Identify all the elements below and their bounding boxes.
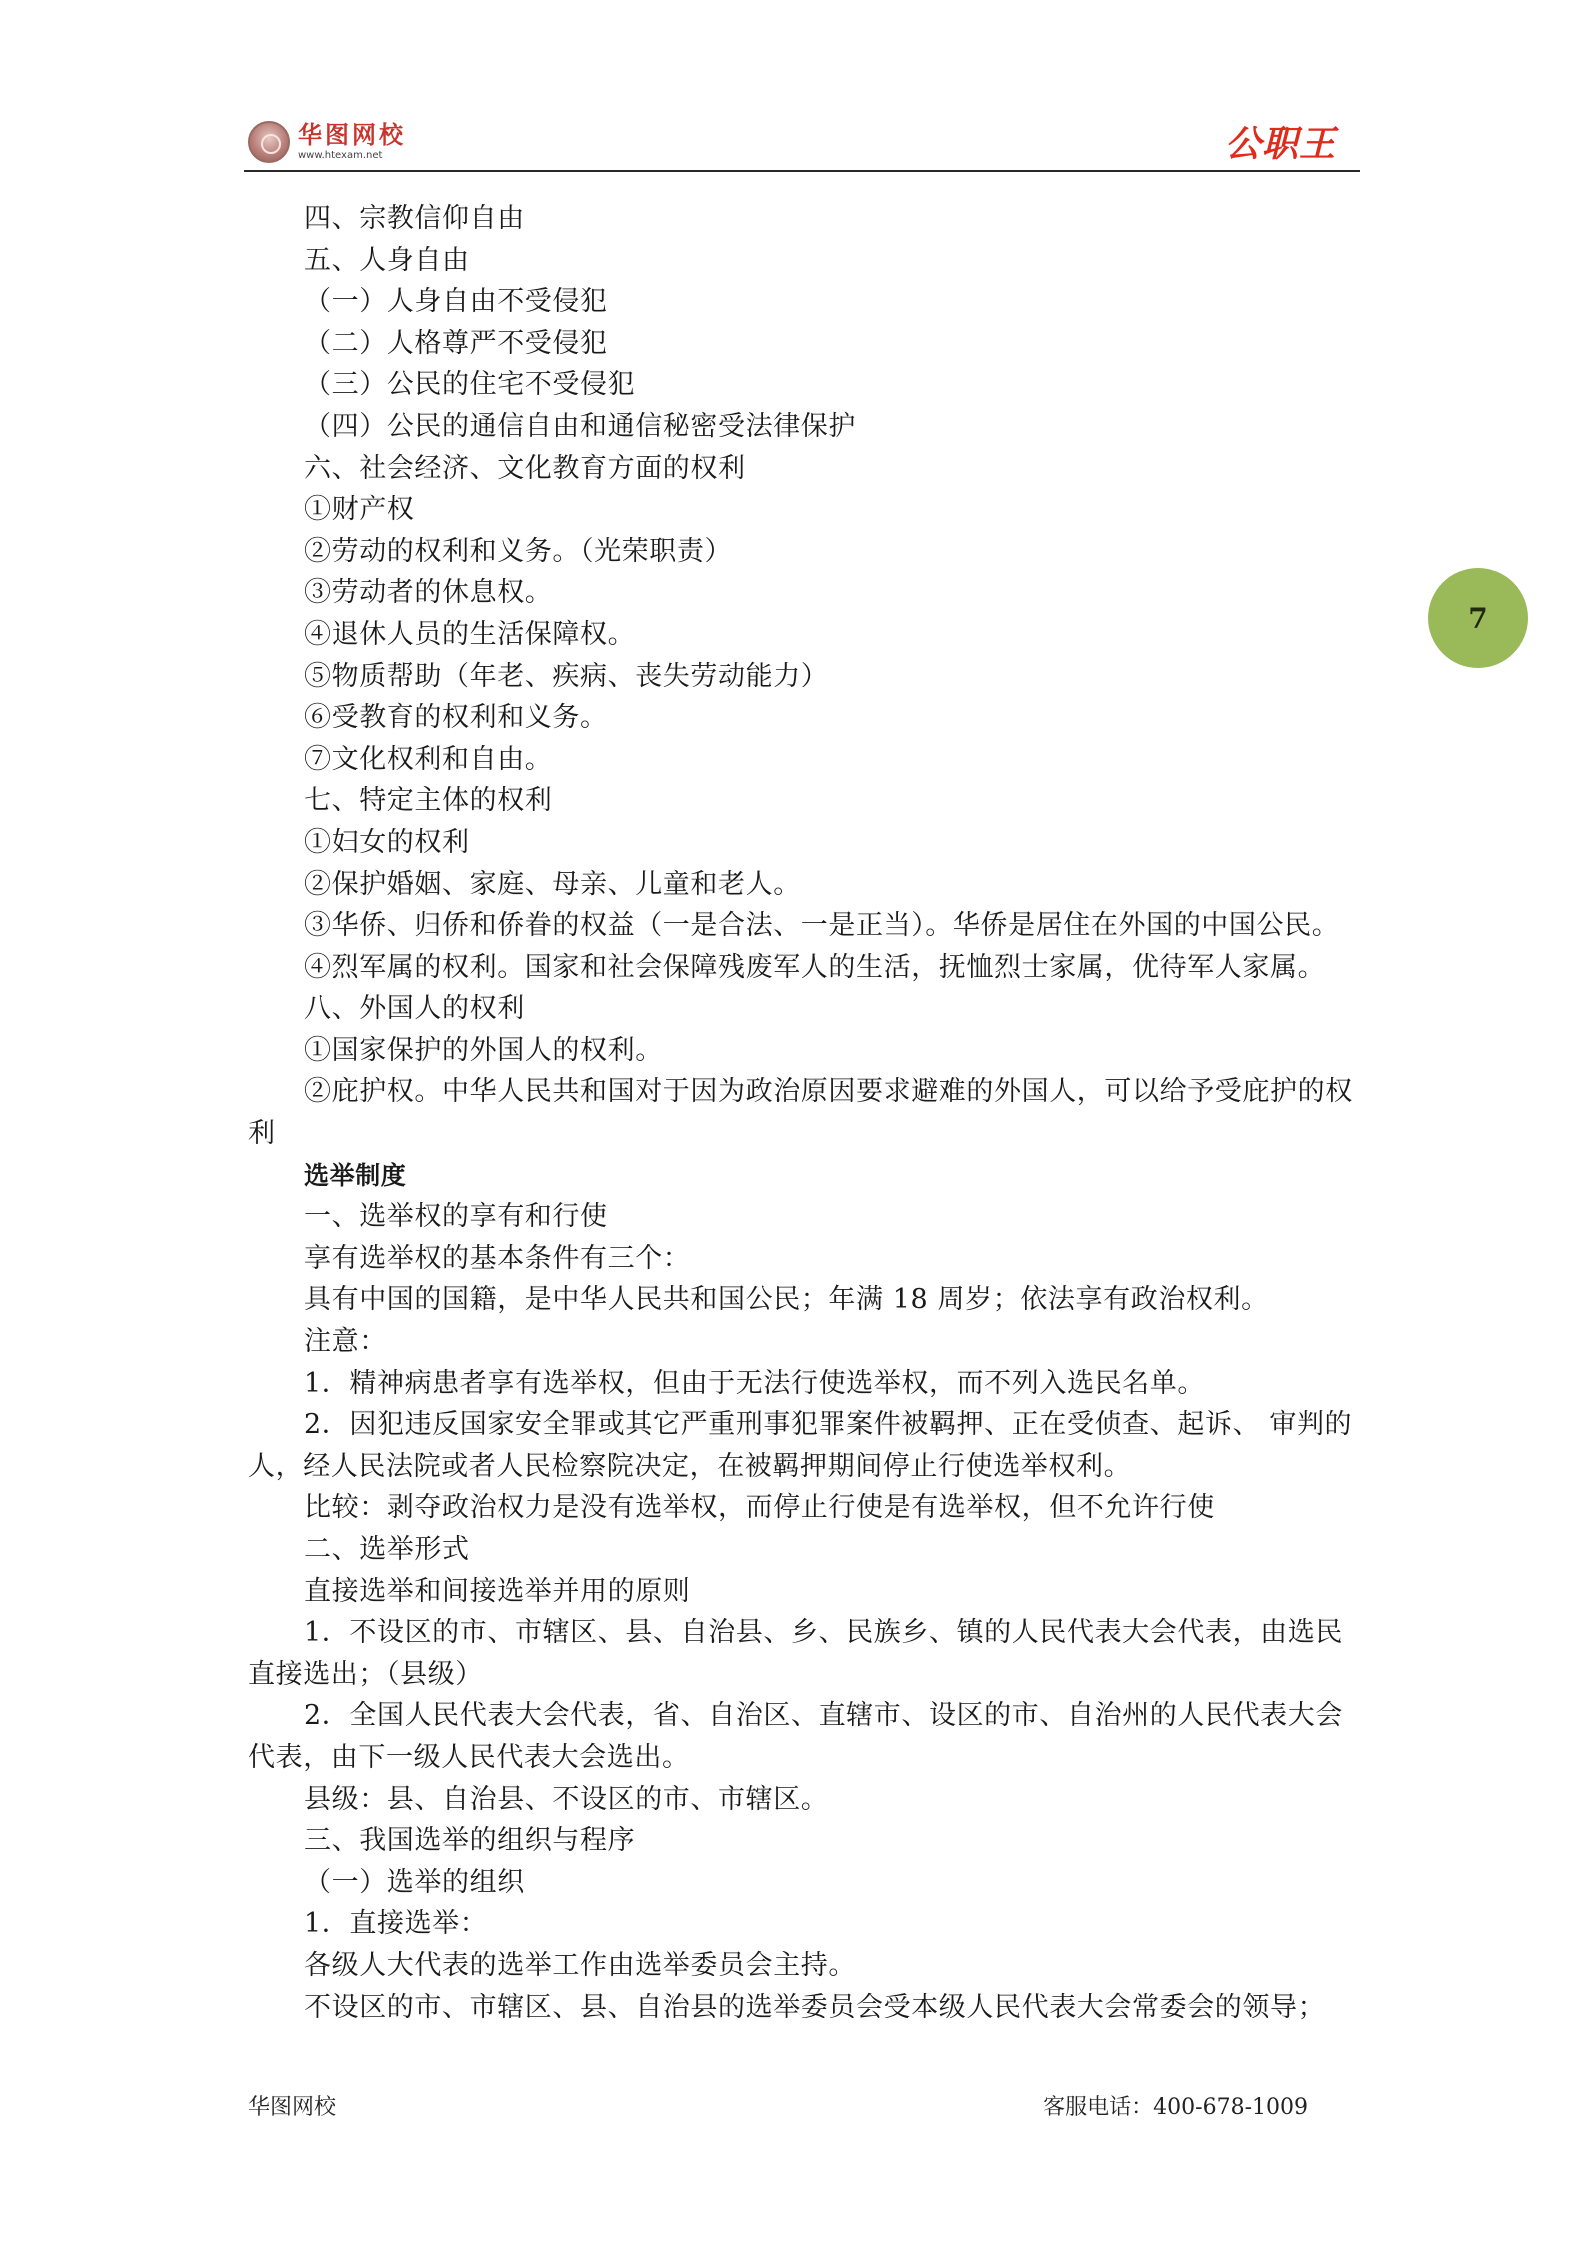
page-header (244, 110, 1360, 172)
text-line: 各级人大代表的选举工作由选举委员会主持。 (304, 1949, 856, 1981)
text-line: ⑦文化权利和自由。 (304, 743, 553, 775)
text-line: ③华侨、归侨和侨眷的权益（一是合法、一是正当）。华侨是居住在外国的中国公民。 (304, 910, 1340, 942)
text-line: ④烈军属的权利。国家和社会保障残废军人的生活，抚恤烈士家属，优待军人家属。 (304, 951, 1326, 983)
logo-name: 华图网校 (298, 121, 406, 149)
text-line: ①妇女的权利 (304, 826, 470, 858)
text-line: ④退休人员的生活保障权。 (304, 618, 636, 650)
footer-brand: 华图网校 (248, 2095, 337, 2120)
footer-phone: 客服电话：400-678-1009 (1043, 2095, 1308, 2120)
text-line: （四）公民的通信自由和通信秘密受法律保护 (304, 410, 856, 442)
text-line: 代表，由下一级人民代表大会选出。 (248, 1741, 690, 1773)
text-line: 七、特定主体的权利 (304, 785, 553, 817)
text-line: 八、外国人的权利 (304, 993, 525, 1025)
document-body (248, 198, 1360, 2028)
text-line: ②保护婚姻、家庭、母亲、儿童和老人。 (304, 868, 801, 900)
text-line: 四、宗教信仰自由 (304, 203, 525, 234)
text-line: （三）公民的住宅不受侵犯 (304, 369, 636, 401)
section-heading: 选举制度 (304, 1160, 407, 1190)
huatu-logo (248, 118, 406, 166)
text-line: 比较：剥夺政治权力是没有选举权，而停止行使是有选举权，但不允许行使 (304, 1492, 1215, 1524)
text-line: 六、社会经济、文化教育方面的权利 (304, 452, 746, 484)
text-line: ②劳动的权利和义务。（光荣职责） (304, 535, 733, 567)
text-line: 注意： (304, 1326, 387, 1358)
text-line: 三、我国选举的组织与程序 (304, 1825, 636, 1857)
gongzhiwang-logo: 公职王 (1224, 124, 1336, 165)
text-line: 1．直接选举： (304, 1908, 488, 1940)
text-line: 具有中国的国籍，是中华人民共和国公民；年满 18 周岁；依法享有政治权利。 (304, 1284, 1269, 1316)
text-line: 1．精神病患者享有选举权，但由于无法行使选举权，而不列入选民名单。 (304, 1367, 1205, 1399)
text-line: 1．不设区的市、市辖区、县、自治县、乡、民族乡、镇的人民代表大会代表，由选民 (304, 1617, 1343, 1649)
text-line: 直接选出；（县级） (248, 1658, 483, 1690)
text-line: 不设区的市、市辖区、县、自治县的选举委员会受本级人民代表大会常委会的领导； (304, 1991, 1326, 2023)
logo-url: www.htexam.net (298, 150, 383, 161)
text-line: 五、人身自由 (304, 244, 470, 276)
emblem-icon (248, 121, 290, 163)
text-line: 直接选举和间接选举并用的原则 (304, 1575, 691, 1607)
text-line: （一）选举的组织 (304, 1866, 525, 1898)
text-line: ①财产权 (304, 494, 415, 526)
text-line: 二、选举形式 (304, 1534, 470, 1565)
text-line: 享有选举权的基本条件有三个： (304, 1242, 691, 1274)
text-line: ⑤物质帮助（年老、疾病、丧失劳动能力） (304, 660, 829, 692)
page-number-badge: 7 (1428, 568, 1528, 668)
text-line: 人，经人民法院或者人民检察院决定，在被羁押期间停止行使选举权利。 (248, 1450, 1132, 1482)
text-line: ②庇护权。中华人民共和国对于因为政治原因要求避难的外国人，可以给予受庇护的权 (304, 1076, 1353, 1108)
text-line: ①国家保护的外国人的权利。 (304, 1034, 663, 1066)
text-line: ③劳动者的休息权。 (304, 577, 553, 609)
text-line: （二）人格尊严不受侵犯 (304, 327, 608, 359)
text-line: 利 (248, 1118, 276, 1150)
text-line: 一、选举权的享有和行使 (304, 1201, 608, 1233)
text-line: （一）人身自由不受侵犯 (304, 286, 608, 318)
text-line: 2．全国人民代表大会代表，省、自治区、直辖市、设区的市、自治州的人民代表大会 (304, 1700, 1343, 1732)
text-line: 2．因犯违反国家安全罪或其它严重刑事犯罪案件被羁押、正在受侦查、起诉、 审判的 (304, 1409, 1353, 1441)
text-line: ⑥受教育的权利和义务。 (304, 702, 608, 734)
text-line: 县级：县、自治县、不设区的市、市辖区。 (304, 1783, 829, 1815)
